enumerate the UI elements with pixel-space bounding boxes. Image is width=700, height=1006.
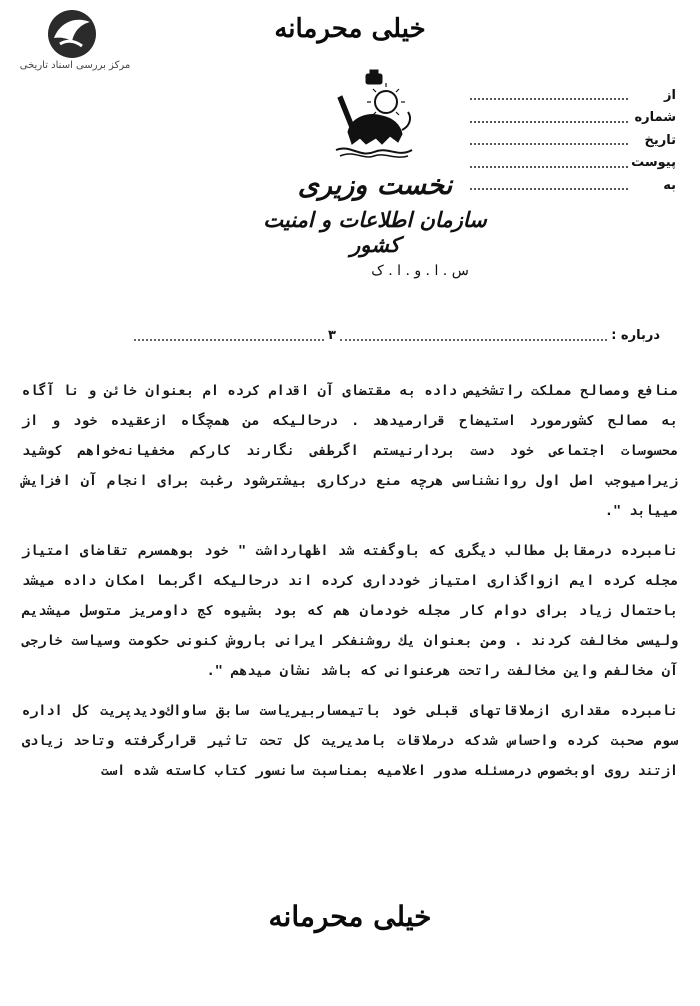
body-paragraph: نامبرده مقداری ازملاقاتهای قبلی خود باتیمساربیریاست سابق ساواك‌ودیدپریت کل اداره سوم صحبت کرده واحساس شدکه درملاقات بامدیریت کل تحت تاثیر قرارگرفته وتاحد زیادی ازتند روی اوبخصوص درمسئله صدور اعلامیه بمناسبت سانسور کتاب کاسته شده است bbox=[22, 703, 678, 779]
from-label: از bbox=[664, 87, 676, 103]
document-body bbox=[22, 376, 678, 790]
attachment-blank-line bbox=[470, 158, 628, 168]
from-field bbox=[466, 84, 676, 107]
classification-stamp-bottom: خیلی محرمانه bbox=[268, 900, 432, 933]
from-blank-line bbox=[470, 90, 628, 100]
number-label: شماره bbox=[634, 110, 676, 126]
subject-blank-line bbox=[340, 331, 607, 341]
letterhead-fields bbox=[466, 84, 676, 197]
date-blank-line bbox=[470, 135, 628, 145]
to-blank-line bbox=[470, 180, 628, 190]
body-paragraph: نامبرده درمقابل مطالب دیگری که باوگفته شد اظهارداشت " خود بوهمسرم تقاضای امتیاز مجله کرده ‌ایم ازواگذاری امتیاز خودداری کرده ‌اند درحالیکه اگربما امکان داده میشد باحتمال زیاد برای دوام کار مجله خودمان هم که بود بشیوه کج داومریز متوسل میشدیم ولیسی مخالفت کردند . ومن بعنوان یك روشنفکر ایرانی باروش کنونی حکومت وسیاست خارجی آن مخالفم واین مخالفت راتحت هرعنوانی که باشد نشان میدهم ". bbox=[22, 543, 678, 679]
body-paragraph: منافع ومصالح مملکت راتشخیص داده به مقتضای آن اقدام کرده ام بعنوان خائن و نا آگاه به مصالح کشورمورد استیضاح قرارمیدهد . درحالیکه من همچگاه ازعقیده خود و از محسوسات اجتماعی خود دست بردارنیستم اگرطفی نگارند کارکم مخفیانه‌خواهم کوشید زیرامیوجب اصل اول روانشناسی هرچه منع درکاری بیشترشود رغبت برای انجام آن افزایش مییابد ". bbox=[22, 383, 678, 519]
to-label: به bbox=[663, 177, 676, 193]
department-code: س . ا . و . ا . ک bbox=[371, 263, 469, 279]
date-label: تاریخ bbox=[644, 132, 676, 148]
date-field bbox=[466, 129, 676, 152]
organization-name: نخست وزیری bbox=[297, 170, 453, 201]
subject-blank-line-2 bbox=[134, 331, 324, 341]
number-field bbox=[466, 107, 676, 130]
subject-field bbox=[130, 328, 660, 343]
attachment-field bbox=[466, 152, 676, 175]
number-blank-line bbox=[470, 113, 628, 123]
to-field bbox=[466, 174, 676, 197]
watermark-text: مرکز بررسی اسناد تاریخی bbox=[19, 60, 131, 71]
attachment-label: پیوست bbox=[631, 155, 676, 171]
department-name: سازمان اطلاعات و امنیت کشور bbox=[263, 207, 487, 257]
subject-label: درباره : bbox=[611, 328, 660, 343]
classification-stamp-top: خیلی محرمانه bbox=[274, 14, 426, 44]
subject-value: ۳ bbox=[328, 328, 336, 343]
lion-and-sun-emblem-icon bbox=[330, 68, 418, 160]
